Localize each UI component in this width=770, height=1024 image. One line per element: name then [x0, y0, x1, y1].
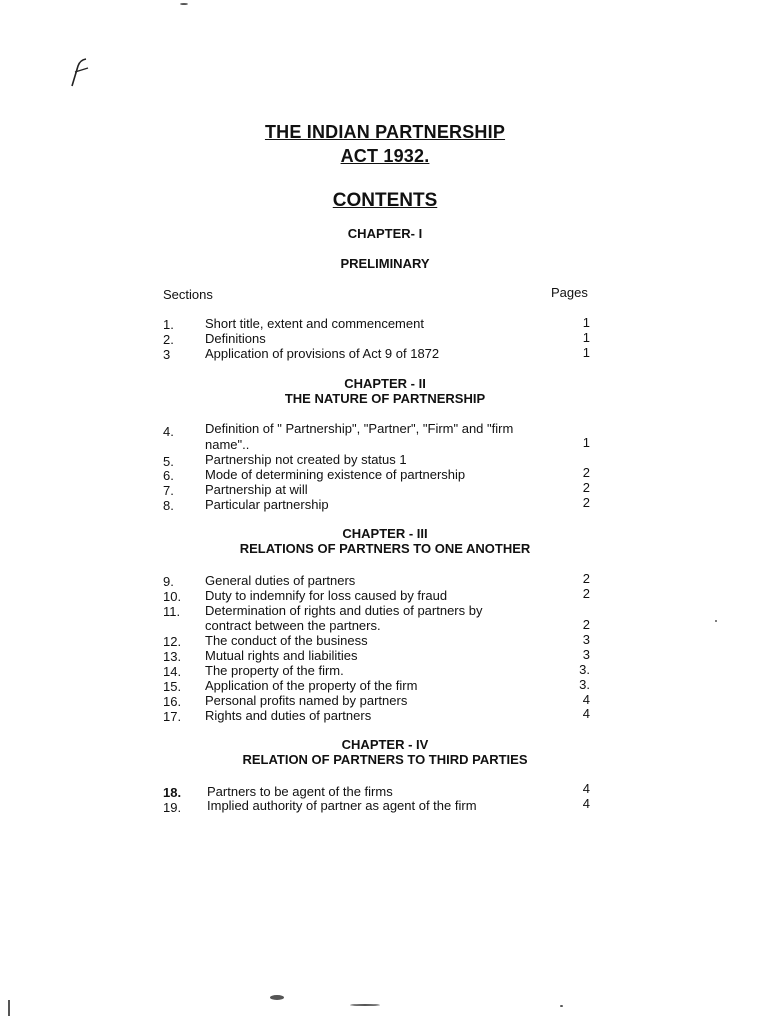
- section-number: 5.: [163, 454, 174, 469]
- section-number: 2.: [163, 332, 174, 347]
- section-title: The property of the firm.: [205, 663, 344, 678]
- section-title: Particular partnership: [205, 497, 329, 512]
- page-number: 2: [582, 465, 590, 480]
- section-title-continued: contract between the partners.: [205, 618, 381, 633]
- page-number: 1: [582, 330, 590, 345]
- pages-label: Pages: [551, 285, 588, 300]
- section-title: Determination of rights and duties of partners by: [205, 603, 483, 618]
- page-number: 3: [582, 632, 590, 647]
- section-title: Partnership at will: [205, 482, 308, 497]
- scan-artifact: [350, 1004, 380, 1006]
- section-title: Duty to indemnify for loss caused by fraud: [205, 588, 448, 603]
- page-number: 2: [582, 495, 590, 510]
- section-number: 10.: [163, 589, 182, 604]
- scan-artifact: [180, 3, 188, 5]
- section-number: 1.: [163, 317, 174, 332]
- section-number: 18.: [163, 785, 182, 800]
- page-number: 4: [582, 796, 590, 811]
- contents-heading: CONTENTS: [332, 190, 438, 211]
- page-number: 4: [582, 692, 590, 707]
- page-number: 1: [582, 345, 590, 360]
- section-title: Rights and duties of partners: [205, 708, 372, 723]
- section-number: 3: [163, 347, 171, 362]
- section-title: Mode of determining existence of partnership: [205, 467, 466, 482]
- title-line-2: ACT 1932.: [340, 146, 430, 166]
- section-title: Definitions: [205, 331, 266, 346]
- section-title: Personal profits named by partners: [205, 693, 408, 708]
- section-title: General duties of partners: [205, 573, 356, 588]
- chapter-1-label: CHAPTER- I: [347, 226, 423, 241]
- section-title: Application of the property of the firm: [205, 678, 418, 693]
- section-title: Partnership not created by status 1: [205, 452, 407, 467]
- section-number: 4.: [163, 424, 174, 439]
- chapter-2-title: THE NATURE OF PARTNERSHIP: [284, 391, 486, 406]
- page-number: 4: [582, 706, 590, 721]
- section-title: Implied authority of partner as agent of the firm: [207, 798, 477, 813]
- chapter-4-title: RELATION OF PARTNERS TO THIRD PARTIES: [242, 752, 528, 767]
- section-title: Short title, extent and commencement: [205, 316, 424, 331]
- scan-artifact: [8, 1000, 10, 1016]
- section-number: 15.: [163, 679, 182, 694]
- section-number: 14.: [163, 664, 182, 679]
- chapter-3-label: CHAPTER - III: [342, 526, 428, 541]
- page-number: 4: [582, 781, 590, 796]
- scan-artifact: [560, 1005, 563, 1007]
- page-number: 2: [582, 617, 590, 632]
- section-title: Definition of " Partnership", "Partner", "Firm" and "firm: [205, 421, 514, 436]
- scan-artifact: [270, 995, 284, 1000]
- page-number: 1: [582, 315, 590, 330]
- section-number: 12.: [163, 634, 182, 649]
- section-title-continued: name"..: [205, 437, 250, 452]
- scan-artifact: [715, 620, 717, 622]
- page-number: 1: [582, 435, 590, 450]
- chapter-4-label: CHAPTER - IV: [341, 737, 429, 752]
- section-number: 11.: [163, 604, 181, 619]
- chapter-1-title: PRELIMINARY: [340, 256, 430, 271]
- section-number: 16.: [163, 694, 182, 709]
- chapter-2-label: CHAPTER - II: [344, 376, 426, 391]
- sections-label: Sections: [163, 287, 213, 302]
- section-number: 9.: [163, 574, 174, 589]
- page-number: 3: [582, 647, 590, 662]
- section-number: 19.: [163, 800, 182, 815]
- section-title: The conduct of the business: [205, 633, 368, 648]
- page-number: 2: [582, 480, 590, 495]
- section-number: 6.: [163, 468, 174, 483]
- section-number: 7.: [163, 483, 174, 498]
- section-number: 13.: [163, 649, 182, 664]
- handwritten-mark-icon: [66, 56, 96, 88]
- page-number: 2: [582, 571, 590, 586]
- title-line-1: THE INDIAN PARTNERSHIP: [264, 122, 506, 142]
- page-number: 3.: [579, 662, 590, 677]
- section-number: 8.: [163, 498, 174, 513]
- chapter-3-title: RELATIONS OF PARTNERS TO ONE ANOTHER: [239, 541, 531, 556]
- section-title: Mutual rights and liabilities: [205, 648, 358, 663]
- section-title: Partners to be agent of the firms: [207, 784, 393, 799]
- page-number: 2: [582, 586, 590, 601]
- section-number: 17.: [163, 709, 182, 724]
- page-number: 3.: [579, 677, 590, 692]
- section-title: Application of provisions of Act 9 of 1872: [205, 346, 440, 361]
